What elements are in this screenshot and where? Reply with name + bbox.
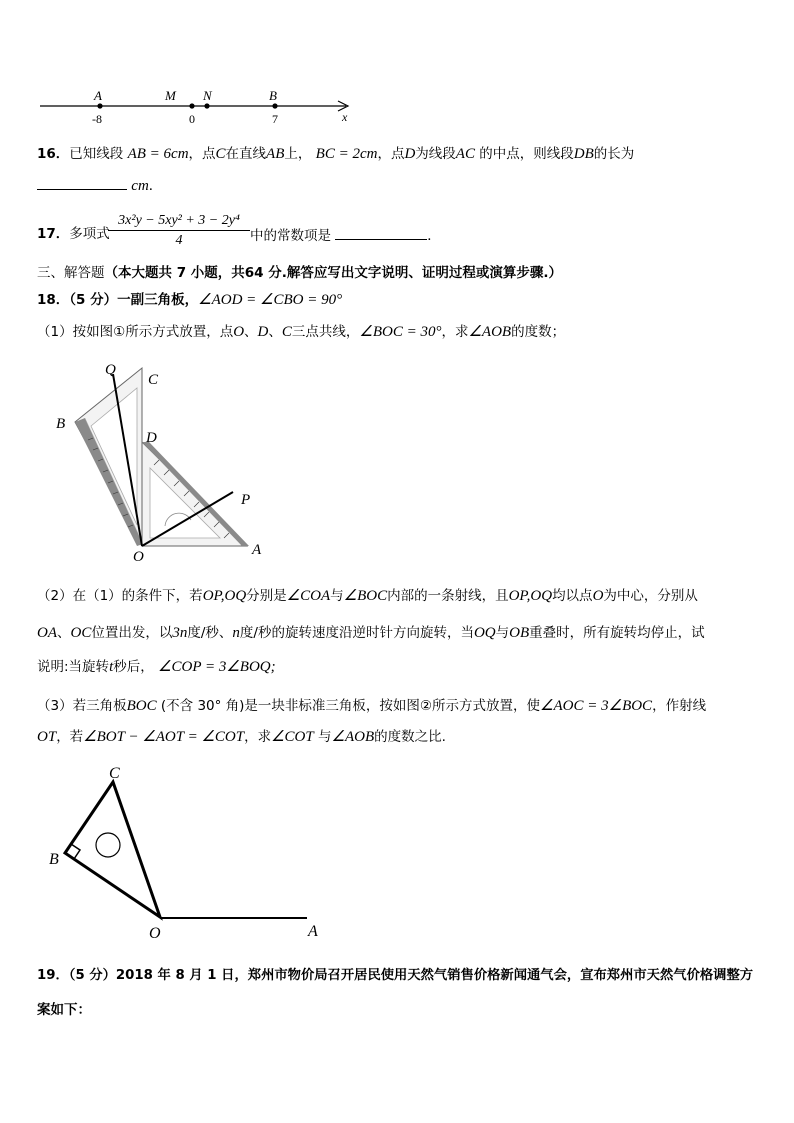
text: 度/秒的旋转速度沿逆时针方向旋转，当 <box>239 625 474 641</box>
text: 秒后， <box>113 659 154 675</box>
point-n <box>204 103 209 108</box>
text: 上， <box>284 146 312 162</box>
section-note: （本大题共 7 小题，共64 分.解答应写出文字说明、证明过程或演算步骤.） <box>104 265 563 281</box>
text: 的中点，则线段 <box>479 146 574 162</box>
text: ，点 <box>188 146 216 162</box>
section-title: 三、解答题 <box>37 265 105 281</box>
answer-blank[interactable] <box>37 175 127 190</box>
answer-blank[interactable] <box>335 225 427 240</box>
text: 位置出发，以 <box>91 625 173 641</box>
point-a <box>97 103 102 108</box>
math: ∠BOC <box>343 588 388 604</box>
fig1-label-c: C <box>148 372 159 388</box>
text: 的度数之比. <box>374 729 446 745</box>
q19-line2: 案如下： <box>37 1002 91 1018</box>
text: ，求 <box>244 729 272 745</box>
q18-part2-line3 <box>37 658 276 676</box>
q18-part1 <box>37 323 565 341</box>
text: 内部的一条射线，且 <box>387 588 509 604</box>
math: ∠AOC = 3∠BOC <box>540 698 653 714</box>
text: 的度数； <box>511 324 566 340</box>
math: AB <box>266 146 285 162</box>
math: O <box>233 324 245 340</box>
fig2-label-b: B <box>49 851 59 868</box>
math: OC <box>70 625 92 641</box>
text: 分别是 <box>246 588 287 604</box>
math: 3n <box>172 625 188 641</box>
q19-line1: 19．（5 分）2018 年 8 月 1 日，郑州市物价局召开居民使用天然气销售价格新闻通气会，宣布郑州市天然气价格调整方 <box>37 968 754 983</box>
q18-part2-line1 <box>37 587 698 605</box>
fig1-label-a: A <box>252 542 262 558</box>
tick-7: 7 <box>272 112 278 126</box>
fig1-label-o: O <box>133 549 144 565</box>
math: OT <box>37 729 57 745</box>
math: BOC <box>126 698 157 714</box>
text: 均以点 <box>552 588 593 604</box>
math: ∠COA <box>286 588 331 604</box>
text: 说明:当旋转 <box>37 659 110 675</box>
math: OB <box>509 625 530 641</box>
text: 与 <box>330 588 344 604</box>
text: ，若 <box>56 729 84 745</box>
math: BC = 2cm <box>315 146 378 162</box>
text: ． <box>148 178 163 194</box>
text: 为中心，分别从 <box>603 588 698 604</box>
math: OP,OQ <box>202 588 247 604</box>
math: ∠AOD = ∠CBO = 90° <box>198 292 343 308</box>
text: 与 <box>318 729 332 745</box>
text: ，点 <box>377 146 405 162</box>
text: 度/秒、 <box>187 625 233 641</box>
axis-x-label: x <box>342 110 348 124</box>
fig2-label-a: A <box>308 923 318 940</box>
text: 中的常数项是 <box>250 228 331 244</box>
math: ∠BOC = 30° <box>359 324 442 340</box>
math: ∠COT <box>271 729 314 745</box>
fig1-label-q: Q <box>105 362 116 378</box>
q18-number: 18．（5 分）一副三角板， <box>37 292 199 308</box>
text: (不含 30° 角)是一块非标准三角板，按如图②所示方式放置，使 <box>160 698 541 714</box>
q16-number: 16． <box>37 146 70 162</box>
math: OQ <box>473 625 496 641</box>
text: 多项式 <box>69 226 110 242</box>
q18-part3-line1 <box>37 697 706 715</box>
math: n <box>232 625 240 641</box>
text: 在直线 <box>225 146 267 162</box>
section-heading <box>37 264 562 282</box>
point-b <box>272 103 277 108</box>
math: C <box>215 146 226 162</box>
text: ，求 <box>441 324 469 340</box>
math: t <box>109 659 114 675</box>
label-m: M <box>165 88 176 103</box>
text: 为线段 <box>415 146 456 162</box>
unit: cm <box>131 178 149 194</box>
number-line-figure <box>30 85 370 130</box>
q17-number-text <box>37 225 110 243</box>
text: 已知线段 <box>69 146 124 162</box>
text: 的长为 <box>593 146 635 162</box>
text: 三点共线， <box>291 324 360 340</box>
math: AB = 6cm <box>127 146 189 162</box>
fraction-bar <box>108 230 250 231</box>
math: ∠COP = 3∠BOQ; <box>158 659 276 675</box>
tick-minus8: -8 <box>92 112 102 126</box>
label-a: A <box>94 88 102 103</box>
fraction-numerator: 3x²y − 5xy² + 3 − 2y⁴ <box>118 213 240 228</box>
fig2-label-c: C <box>109 765 120 782</box>
fig1-label-b: B <box>56 416 66 432</box>
text: 重叠时，所有旋转均停止，试 <box>529 625 705 641</box>
text: （3）若三角板 <box>37 698 127 714</box>
math: O <box>592 588 604 604</box>
text: 、 <box>244 324 258 340</box>
math: D <box>404 146 416 162</box>
q18-part3-line2 <box>37 728 446 746</box>
q16-line1 <box>37 145 634 163</box>
text: ，作射线 <box>652 698 707 714</box>
label-b: B <box>269 88 277 103</box>
q17-tail <box>250 225 441 245</box>
fig2-label-o: O <box>149 925 161 942</box>
text: 、 <box>268 324 282 340</box>
fig1-label-d: D <box>146 430 157 446</box>
text: 与 <box>495 625 510 641</box>
label-n: N <box>203 88 212 103</box>
math: ∠AOB <box>468 324 512 340</box>
q17-number: 17． <box>37 226 70 242</box>
text: ． <box>427 228 441 244</box>
text: 、 <box>57 625 71 641</box>
q18-head <box>37 291 342 309</box>
math: ∠AOB <box>331 729 375 745</box>
figure-2 <box>45 760 335 945</box>
math: ∠BOT − ∠AOT = ∠COT <box>83 729 245 745</box>
math: C <box>281 324 292 340</box>
math: DB <box>573 146 594 162</box>
point-m <box>189 103 194 108</box>
math: D <box>257 324 269 340</box>
fig1-label-p: P <box>241 492 251 508</box>
math: AC <box>455 146 475 162</box>
q17-fraction <box>108 212 250 249</box>
text: （2）在（1）的条件下，若 <box>37 588 203 604</box>
figure-1 <box>55 360 285 565</box>
q18-part2-line2 <box>37 624 705 642</box>
math: OP,OQ <box>508 588 553 604</box>
text: （1）按如图①所示方式放置，点 <box>37 324 234 340</box>
fraction-denominator: 4 <box>175 233 183 248</box>
math: OA <box>37 625 57 641</box>
q16-line2 <box>37 175 162 195</box>
tick-0: 0 <box>189 112 195 126</box>
